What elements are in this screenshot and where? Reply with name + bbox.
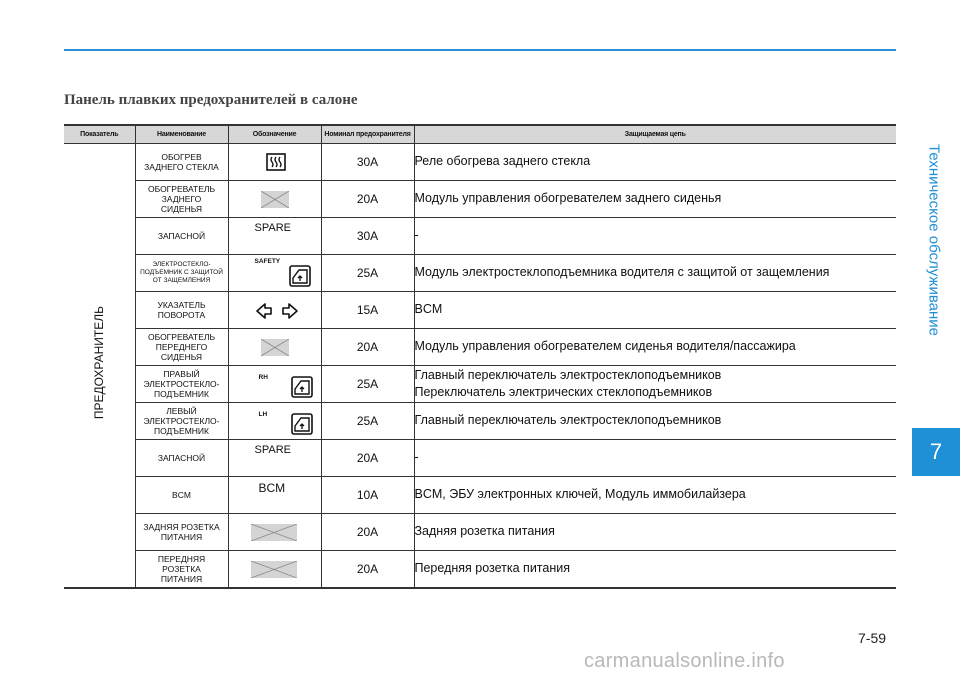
fuse-name: ЭЛЕКТРОСТЕКЛО- ПОДЪЕМНИК С ЗАЩИТОЙ ОТ ЗАЩЕМЛЕНИЯ: [135, 255, 228, 292]
fuse-rating: 20A: [321, 440, 414, 477]
header-name: Наименование: [135, 125, 228, 144]
symbol-label: RH: [258, 374, 268, 381]
fuse-circuit: Модуль управления обогревателем заднего сиденья: [414, 181, 896, 218]
fuse-name: ОБОГРЕВАТЕЛЬ ЗАДНЕГО СИДЕНЬЯ: [135, 181, 228, 218]
fuse-name: BCM: [135, 477, 228, 514]
fuse-circuit: -: [414, 218, 896, 255]
section-side-title: Техническое обслуживание: [925, 144, 943, 336]
fuse-symbol: [228, 218, 321, 255]
fuse-name: ЗАДНЯЯ РОЗЕТКА ПИТАНИЯ: [135, 514, 228, 551]
table-row: [64, 329, 896, 366]
top-rule: [64, 49, 896, 51]
fuse-circuit: -: [414, 440, 896, 477]
rear-defrost-icon: [265, 152, 287, 172]
header-symbol: Обозначение: [228, 125, 321, 144]
chapter-number: 7: [929, 439, 943, 464]
fuse-rating: 20A: [321, 329, 414, 366]
table-row: [64, 514, 896, 551]
fuse-circuit: Передняя розетка питания: [414, 551, 896, 589]
table-row: [64, 181, 896, 218]
fuse-symbol: [228, 366, 321, 403]
watermark: carmanualsonline.info: [584, 650, 785, 672]
header-rating: Номинал предохранителя: [321, 125, 414, 144]
crossed-box-icon: [261, 191, 289, 208]
fuse-name: УКАЗАТЕЛЬ ПОВОРОТА: [135, 292, 228, 329]
fuse-rating: 20A: [321, 551, 414, 589]
fuse-rating: 30A: [321, 218, 414, 255]
fuse-rating: 25A: [321, 255, 414, 292]
fuse-circuit: Главный переключатель электростеклоподъемников: [414, 403, 896, 440]
fuse-name: ЗАПАСНОЙ: [135, 218, 228, 255]
table-row: [64, 218, 896, 255]
fuse-name: ЛЕВЫЙ ЭЛЕКТРОСТЕКЛО- ПОДЪЕМНИК: [135, 403, 228, 440]
fuse-symbol: [228, 551, 321, 589]
table-header-row: [64, 125, 896, 144]
fuse-symbol: [228, 329, 321, 366]
fuse-name: ЗАПАСНОЙ: [135, 440, 228, 477]
power-window-icon: [291, 413, 313, 435]
table-row: [64, 551, 896, 589]
table-row: [64, 255, 896, 292]
fuse-symbol: [228, 292, 321, 329]
fuse-rating: 30A: [321, 144, 414, 181]
header-circuit: Защищаемая цепь: [414, 125, 896, 144]
fuse-rating: 20A: [321, 514, 414, 551]
fuse-circuit: Задняя розетка питания: [414, 514, 896, 551]
fuse-symbol: [228, 181, 321, 218]
power-window-icon: [291, 376, 313, 398]
fuse-rating: 25A: [321, 366, 414, 403]
turn-signal-icon: [255, 301, 299, 321]
chapter-tab: [912, 428, 960, 476]
symbol-label: LH: [258, 411, 268, 418]
fuse-name: ОБОГРЕВАТЕЛЬ ПЕРЕДНЕГО СИДЕНЬЯ: [135, 329, 228, 366]
fuse-circuit: Модуль управления обогревателем сиденья водителя/пассажира: [414, 329, 896, 366]
indicator-cell: [64, 144, 135, 589]
fuse-table: [64, 124, 896, 589]
table-row: [64, 477, 896, 514]
header-indicator: Показатель: [64, 125, 135, 144]
power-window-icon: [289, 265, 311, 287]
crossed-box-icon: [251, 524, 297, 541]
fuse-symbol: [228, 144, 321, 181]
fuse-circuit: Модуль электростеклоподъемника водителя с защитой от защемления: [414, 255, 896, 292]
table-row: [64, 403, 896, 440]
fuse-rating: 15A: [321, 292, 414, 329]
table-row: [64, 440, 896, 477]
spare-symbol-text: SPARE: [254, 222, 291, 234]
fuse-symbol: [228, 514, 321, 551]
crossed-box-icon: [251, 561, 297, 578]
page-number: 7-59: [858, 630, 887, 646]
symbol-label: SAFETY: [254, 258, 281, 265]
table-row: [64, 366, 896, 403]
fuse-circuit: BCM, ЭБУ электронных ключей, Модуль иммобилайзера: [414, 477, 896, 514]
fuse-circuit: BCM: [414, 292, 896, 329]
table-row: [64, 292, 896, 329]
fuse-name: ПРАВЫЙ ЭЛЕКТРОСТЕКЛО- ПОДЪЕМНИК: [135, 366, 228, 403]
fuse-symbol: [228, 477, 321, 514]
fuse-symbol: [228, 440, 321, 477]
fuse-circuit: Реле обогрева заднего стекла: [414, 144, 896, 181]
fuse-name: ОБОГРЕВ ЗАДНЕГО СТЕКЛА: [135, 144, 228, 181]
fuse-name: ПЕРЕДНЯЯ РОЗЕТКА ПИТАНИЯ: [135, 551, 228, 589]
fuse-rating: 20A: [321, 181, 414, 218]
bcm-symbol-text: BCM: [258, 481, 286, 495]
page-heading: Панель плавких предохранителей в салоне: [64, 92, 358, 108]
fuse-rating: 10A: [321, 477, 414, 514]
indicator-label: ПРЕДОХРАНИТЕЛЬ: [92, 306, 107, 420]
crossed-box-icon: [261, 339, 289, 356]
fuse-symbol: [228, 255, 321, 292]
fuse-circuit: Главный переключатель электростеклоподъемников Переключатель электрических стеклоподъемников: [414, 366, 896, 403]
spare-symbol-text: SPARE: [254, 444, 291, 456]
fuse-symbol: [228, 403, 321, 440]
fuse-rating: 25A: [321, 403, 414, 440]
table-row: [64, 144, 896, 181]
